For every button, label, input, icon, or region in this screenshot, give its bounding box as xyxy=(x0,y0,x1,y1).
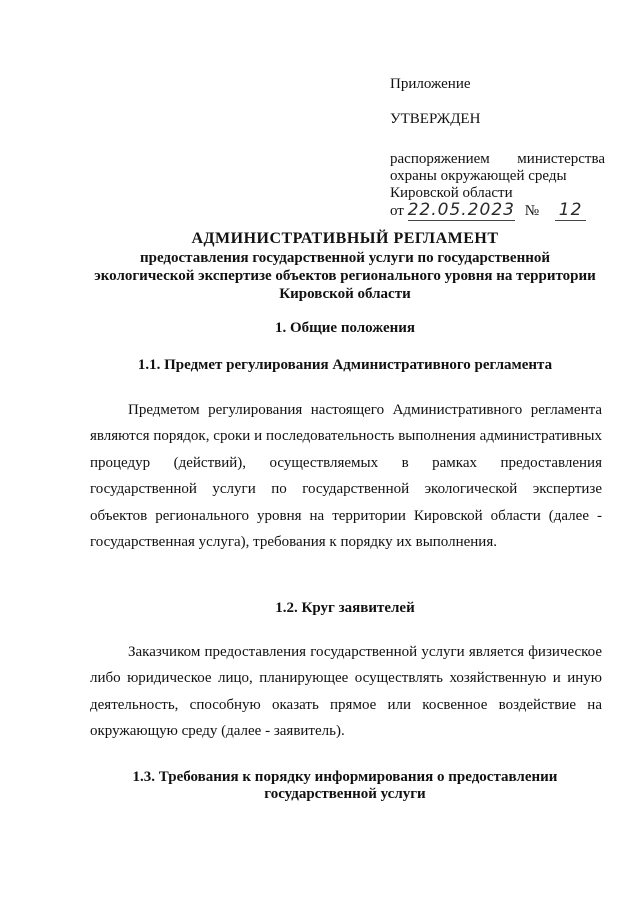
appendix-label: Приложение xyxy=(390,76,471,92)
order-line xyxy=(390,151,605,168)
section-1-1-heading: 1.1. Предмет регулирования Административного регламента xyxy=(137,357,553,373)
document-title: АДМИНИСТРАТИВНЫЙ РЕГЛАМЕНТ xyxy=(191,230,499,247)
document-subtitle: предоставления государственной услуги по государственной экологической экспертизе объектов регионального уровня на территории Кировской области xyxy=(94,250,596,302)
section-1-3-heading: 1.3. Требования к порядку информирования о предоставлении государственной услуги xyxy=(132,769,558,802)
ministry-line-3: Кировской области xyxy=(390,185,513,201)
number-prefix: № xyxy=(524,203,540,219)
approval-stamp-block xyxy=(390,76,605,220)
section-1-1-paragraph: Предметом регулирования настоящего Административного регламента являются порядок, сроки и последовательность выполнения административных процедур (действий), осуществляемых в рамках предоставления государственной услуги по государственной экологической экспертизе объектов регионального уровня на территории Кировской области (далее - государственная услуга), требования к порядку их выполнения. xyxy=(90,402,602,551)
order-word: распоряжением xyxy=(390,151,490,167)
handwritten-date: 22.05.2023 xyxy=(407,200,515,220)
section-1-heading: 1. Общие положения xyxy=(274,320,416,336)
date-prefix: от xyxy=(390,203,404,219)
ministry-word: министерства xyxy=(517,151,605,167)
approved-label: УТВЕРЖДЕН xyxy=(390,111,481,127)
handwritten-number: 12 xyxy=(555,200,587,221)
section-1-2-paragraph: Заказчиком предоставления государственной услуги является физическое либо юридическое лицо, планирующее осуществлять хозяйственную и иную деятельность, способную оказать прямое или косвенное воздействие на окружающую среду (далее - заявитель). xyxy=(90,644,602,740)
section-1-2-heading: 1.2. Круг заявителей xyxy=(275,600,415,616)
ministry-line-2: охраны окружающей среды xyxy=(390,168,567,184)
date-number-line xyxy=(390,202,605,220)
